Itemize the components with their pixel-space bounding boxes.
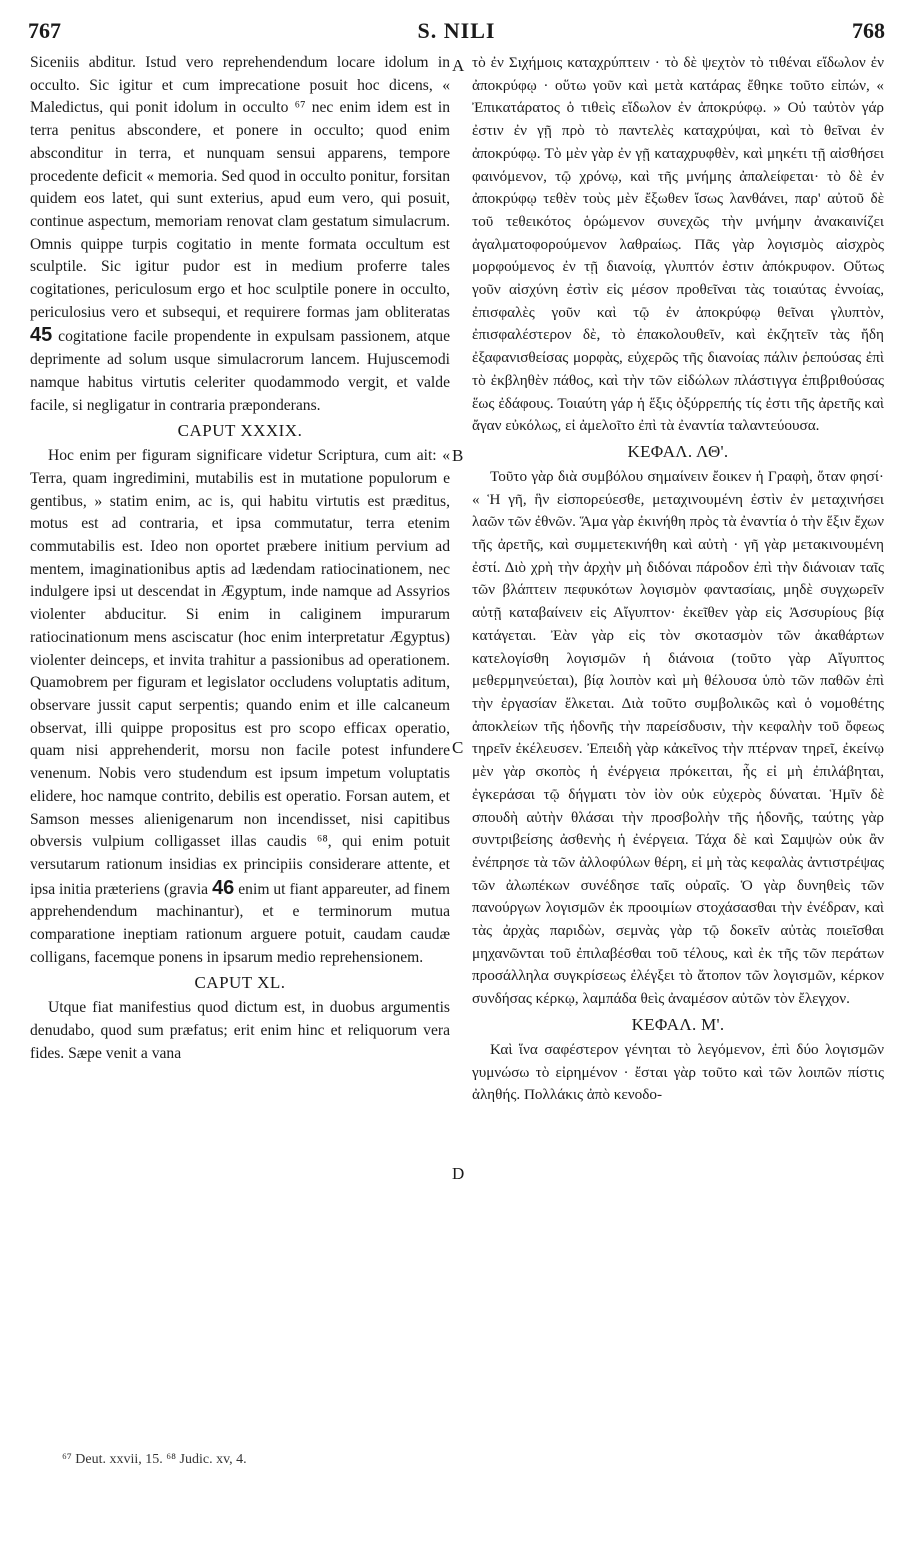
column-number-45: 45 [30,324,53,347]
page-number-left: 767 [28,18,61,43]
latin-column [30,52,450,1066]
column-number-46: 46 [212,876,235,899]
margin-letter-a: A [452,56,465,75]
page-number-right: 768 [852,18,885,43]
margin-letter-b: B [452,446,464,465]
greek-column [472,52,884,1107]
footnotes: ⁶⁷ Deut. xxvii, 15. ⁶⁸ Judic. xv, 4. [62,1452,247,1467]
greek-paragraph-2: Τοῦτο γὰρ διὰ συμβόλου σημαίνειν ἔοικεν ἡ Γραφὴ, ὅταν φησί· « Ἡ γῆ, ἣν εἰσπορεύεσθε, μεταχινουμένη ἐστὶν ἐν μεταχινήσει λαῶν τῶν ἐθνῶν. Ἅμα γὰρ ἐκινήθη πρὸς τὰ ἐναντία ὁ τὴν ἕξιν ἔχων τῆς ἀρετῆς, καὶ συμμετεκινήθη καὶ αὐτὴ · γῆ γὰρ μετακινουμένη ἐστί. Διὸ χρὴ τὴν ἀρχὴν μὴ διδόναι πάροδον ἐπὶ τὴν διάνοιαν ταῖς τῶν βλάπτειν πεφυκότων λογισμὸν φαντασίαις, μηδὲ συγχωρεῖν αὐτῇ καταβαίνειν εἰς Αἴγυπτον· ἐκεῖθεν γὰρ εἰς Ἀσσυρίους βίᾳ κατάγεται. Ἐὰν γὰρ εἰς τὸν σκοτασμὸν τῶν ἀκαθάρτων κατελογίσθη λογισμῶν ἡ διάνοια (τοῦτο γὰρ Αἴγυπτος μεθερμηνεύεται), βίᾳ λοιπὸν καὶ μὴ θέλουσα ὑπὸ τῶν παθῶν ἐπὶ τὴν ἐργασίαν ἕλκεται. Διὰ τοῦτο συμβολικῶς καὶ ὁ νομοθέτης ἀποκλείων τῆς ἡδονῆς τὴν παρείσδυσιν, τὴν κεφαλὴν τοῦ ὄφεως τηρεῖν ἐκέλευσεν. Ἐπειδὴ γὰρ κἀκεῖνος τὴν πτέρναν τηρεῖ, ἐκείνῳ μὲν γὰρ σκοπὸς ἡ ἐνέργεια πρόκειται, ἧς εἰ μὴ ἐπιλάβηται, ἐγκεράσαι τῷ δήγματι τὸν ἰὸν οὐκ εὐχερὸς δύναται. Ἡμῖν δὲ σπουδὴ αὐτὴν θλάσαι τὴν προσβολὴν τῆς ἡδονῆς, ταύτης γὰρ συντριβείσης ἀσθενὴς ἡ ἐνέργεια. Τάχα δὲ καὶ Σαμψὼν οὐκ ἂν ἐνέπρησε τὰ τῶν ἀλλοφύλων θέρη, εἰ μὴ τὰς κεφαλὰς ἀντιστρέψας τῶν ἀλωπέκων συνέδησε ταῖς οὐραῖς. Ὁ γὰρ δυνηθεὶς τῶν πανούργων λογισμῶν ἐκ προοιμίων στοχάσασθαι τὴν ἐνέδραν, καὶ τὰς ἀρχὰς παριδὼν, σεμνὰς γὰρ τῷ δοκεῖν αὐτὰς ποιεῖσθαι μηχανῶνται τοῦ ἐπιλαβέσθαι τοῦ τέλους, καὶ ἐκ τῆς τῶν περάτων προσάλληλα συγκρίσεως ἐλέγξει τὸ ἄτοπον τῶν λογισμῶν, κέρκον συνδήσας κέρκῳ, λαμπάδα θεὶς ἀναμέσον αὐτῶν τὸν ἔλεγχον. [472,467,884,1008]
greek-chapter-heading-40: ΚΕΦΑΛ. Μ'. [631,1014,725,1034]
latin-paragraph-1: Siceniis abditur. Istud vero reprehendendum locare idolum in occulto. Sic igitur et cum imprecatione posuit hoc dicens, « Maledictus, qui ponit idolum in occulto ⁶⁷ nec enim idem est in terra penitus abscondere, et ponere in occulto; quod enim absconditur in terra, et nunquam sensui apparens, tempore procedente deficit « memoria. Sed quod in occulto ponitur, forsitan quidem eos latet, qui sunt exterius, apud eum vero, qui posuit, continue aspectum, memoriam renovat clam gestatum simulacrum. Omnis quippe turpis cogitatio in mente formata occultum est sculptile. Sic igitur pudor est in medium proferre tales cogitationes, periculosum ergo et hoc sculptile ponere in occulto, periculosius vero et subsequi, et requirere formas jam obliteratas 45 cogitatione facile propendente in expulsam passionem, atque deprimente ad solum usque simulacrorum lancem. Hujuscemodi namque habitus virtutis celeriter quodammodo vergit, et valde facile, si negligatur in contraria præponderans. [30,54,450,414]
running-title: S. NILI [417,18,496,43]
latin-chapter-heading-39: CAPUT XXXIX. [177,421,303,441]
latin-paragraph-3: Utque fiat manifestius quod dictum est, in duobus argumentis denudabo, quod sum præfatus; erit enim hinc et reliquorum vera fides. Sæpe venit a vana [30,999,450,1062]
greek-paragraph-1: τὸ ἐν Σιχήμοις καταχρύπτειν · τὸ δὲ ψεχτὸν τὸ τιθέναι εἴδωλον ἐν ἀποκρύφῳ · οὕτω γοῦν καὶ μετὰ κατάρας ἔθηκε τοῦτο εἰπών, « Ἐπικατάρατος ὁ τιθεὶς εἴδωλον ἐν ἀποκρύφῳ. » Οὐ ταὐτὸν γάρ ἐστιν ἐν γῇ πρὸ τὸ παντελὲς καταχρύψαι, καὶ τὸ θεῖναι ἐν ἀποκρύφῳ. Τὸ μὲν γὰρ ἐν γῇ καταχρυφθὲν, καὶ μηκέτι τῇ αἰσθήσει φαινόμενον, τῷ χρόνῳ, καὶ τῆς μνήμης ἀπαλείφεται· τὸ δὲ ἐν ἀποκρύφῳ τεθὲν τοὺς μὲν ἔξωθεν ἴσως λανθάνει, παρ' αὐτοῦ δὲ τοῦ τεθεικότος ὁρώμενον συνεχῶς τὴν μνήμην ἀνακαινίζει ἀγαλματοφορούμενον λαθραίως. Πᾶς γὰρ λογισμὸς αἰσχρὸς μορφούμενος ἐν τῇ διανοίᾳ, γλυπτόν ἐστιν ἀπόκρυφον. Οὕτως γοῦν αἰσχύνη ἐστὶν εἰς μέσον προθεῖναι τὰς τοιαύτας ἐννοίας, ἐπισφαλὲς γοῦν καὶ τῷ ἐν ἀποκρύφῳ θεῖναι γλυπτὸν, ἐπισφαλέστερον δὲ, τὸ ἐπακολουθεῖν, καὶ ἐκζητεῖν τὰς ἤδη ἐξαφανισθείσας μορφὰς, εὐχερῶς τῆς διανοίας πάλιν ῥεπούσας ἐπὶ τὸ ἐκβληθὲν πάθος, καὶ τὴν τῶν εἰδώλων πλάστιγγα ἐπιβριθούσας ἕως ἐδάφους. Τοιαύτη γάρ ἡ ἕξις ὀξύρρεπής τίς ἐστι τῆς ἀρετῆς καὶ ἄγαν εὐκόλως, εἰ ἀμελοῖτο ἐπὶ τὰ ἐναντία ταλαντεύουσα. [472,54,884,435]
latin-paragraph-2: Hoc enim per figuram significare videtur Scriptura, cum ait: « Terra, quam ingredimini, mutabilis est in mutatione populorum e gentibus, » statim enim, ac is, qui habitu virtutis est præditus, motus est ad contraria, et ipsa commutatur, terra etenim commutabilis est. Ideo non oportet præbere initium pervium ad mentem, imaginationibus aptis ad lædendam ratiocinationem, nec indulgere ipsi ut descendat in Ægyptum, inde namque ad Assyrios violenter abducitur. Si enim in caliginem impurarum ratiocinationum mens asciscatur (hoc enim interpretatur Ægyptus) violenter deinceps, et invita trahitur a passionibus ad operationem. Quamobrem per figuram et legislator occludens voluptatis aditum, observare jussit caput serpentis; quando enim et ille calcaneum observat, illi quippe propositus est pro scopo efficax operatio, quam nisi apprehenderit, morsu non facile potest infundere venenum. Nobis vero studendum est ipsum impetum voluptatis elidere, hoc namque contrito, debilis est operatio. Forsan autem, et Samson messes alienigenarum non incendisset, nisi capitibus obversis vulpium colligasset illas caudis ⁶⁸, qui enim potuit versutarum rationum insidias ex principiis considerare attente, et ipsa initia præteriens (gravia 46 enim ut fiant appareuter, ad finem apprehendendum machinantur), et e terminorum mutua comparatione ineptiam rationum arguere potuit, caudam caudæ colligans, facemque ponens in ipsarum medio reprehensionem. [30,447,451,966]
greek-chapter-heading-39: ΚΕΦΑΛ. ΛΘ'. [627,441,729,461]
page-header [28,18,885,48]
greek-paragraph-3: Καὶ ἵνα σαφέστερον γένηται τὸ λεγόμενον, ἐπὶ δύο λογισμῶν γυμνώσω τὸ εἰρημένον · ἔσται γὰρ τοῦτο καὶ τῶν λοιπῶν πίστις ἀληθής. Πολλάκις ἀπὸ κενοδο- [472,1040,884,1104]
latin-chapter-heading-40: CAPUT XL. [194,973,286,993]
margin-letter-d: D [452,1164,465,1183]
margin-letter-c: C [452,738,464,757]
